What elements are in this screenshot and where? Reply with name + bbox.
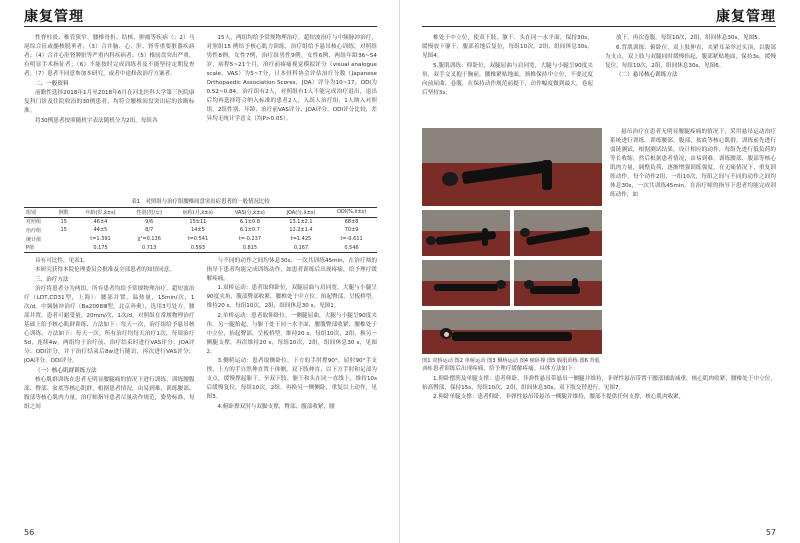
paragraph: 核心肌群训练在患者无明显腰腿痛的情况下进行训练，训练腰腹部、臀部、盆底等核心肌群，根据患者情况，由易到难，训练腰部、腹部等核心肌肉力量，治疗师指导患者尽量动作规范，姿势标准，每组之间 <box>24 377 195 411</box>
table-header-row <box>24 208 377 218</box>
table-cell: 0.167 <box>293 244 309 251</box>
table-cell: 治疗组 <box>26 227 42 234</box>
page-number-right: 57 <box>765 528 776 537</box>
table-cell: 0.593 <box>190 244 206 251</box>
table-cell: 统计值 <box>26 236 42 243</box>
table-row <box>24 217 377 226</box>
paragraph: 1.双桥运动：患者取仰卧位，双腿屈曲与肩同宽，大腿与小腿呈90度夹角，腹部臀部收紧，腰椎处于中立位，抬起臀部，呈板桥型。维持20 s，每组10次，2组，组间休息30 s，见图1。 <box>206 285 377 310</box>
paragraph: 本研究获得本院伦理委员会批准及全部患者的知情同意。 <box>35 267 175 274</box>
table-cell: 14±5 <box>191 227 205 234</box>
table-cell: P值 <box>26 245 35 252</box>
table-cell: 8/7 <box>145 227 154 234</box>
table-cell: 68±8 <box>344 218 359 225</box>
right-top-columns <box>422 34 776 124</box>
subsection-heading: （一）核心肌群训练方法 <box>35 367 97 374</box>
right-bottom-columns <box>422 365 776 515</box>
header-rule <box>24 26 377 27</box>
paragraph: 治疗将患者分为两组，所有患者均给予常规物理治疗，超短波治疗（LDT,CD31型，上海）：腰部并置，温热量，15min/次，1次/d。中频脉冲治疗（Ba2008Ⅲ型，北京奔奥），选用3号处方，腰部并置，患者可耐受量，20min/次，1次/d。对照组在常规物理治疗基础上给予核心肌群训练，方法如下：每天一次，治疗组给予悬吊核心训练，方法如下：每天一次。所有治疗均每天治疗1次，每周治疗5d，连续4w。两组均于治疗前、治疗结束时进行VAS评分、JOA评分、ODI评分，并于治疗结束后8w进行随访，再次进行VAS评分、JOA评分、ODI评分。 <box>24 286 195 365</box>
table-cell: 0.546 <box>344 244 359 251</box>
paragraph: 患者训练后出现疼痛，给予理疗缓解疼痛。具体方法如下： <box>433 366 579 372</box>
paragraph: 悬吊治疗在患者无明显腰腿疼痛的情况下，采用悬吊运动治疗系统进行训练。训练腰部、腹部、盆底等核心肌群。训练前先进行弱链测试，根据测试结果，设计相应的动作，每组先进行低负荷的等长收缩，然后根据患者情况，由易到难，训练腰部、腹部等核心肌肉力量，调整负荷，逐渐增强训练强度，在无痛情况下，重复训练动作，每个动作2组，一组10次，每组之间与不同的动作之间均休息30s，一次共训练45min。在治疗师的指导下患者均能完成训练动作，如 <box>610 129 776 198</box>
table-cell: 0.713 <box>142 244 157 251</box>
photo-back-extension <box>422 310 602 354</box>
table-cell: 44±5 <box>93 227 108 234</box>
paragraph: 6.背肌训练：俯卧位，双上肢伸直，夹紧耳朵举过头顶，以腹部为支点，双上肢与双腿同时缓慢抬起，腹部紧贴地面，保持3s，缓慢复位，每组10次，2组，组间休息30s，见图6。 <box>605 44 776 69</box>
paragraph: 与不同的动作之间均休息30s，一次共训练45min，在治疗师的指导下患者均能完成训练动作，如患者训练后出现疼痛，给予理疗缓解疼痛。 <box>206 257 377 282</box>
paragraph: 具有可比性，见表1。 <box>35 257 89 264</box>
table-cell <box>53 243 74 252</box>
paragraph: 4.俯卧撑双肘与双脚支撑，臀部、腹部收紧，腰 <box>217 403 335 410</box>
left-col1-top <box>24 34 195 192</box>
section-heading: 三、治疗方法 <box>35 276 69 283</box>
table-1 <box>24 197 377 253</box>
page-number-left: 56 <box>24 528 35 537</box>
table-title: 表1 对照组与治疗组腰椎间盘突出症患者的一般情况比较 <box>131 199 270 205</box>
table-cell: t=1.425 <box>290 236 312 243</box>
table-cell: 9/6 <box>145 218 154 225</box>
left-col2-bottom <box>207 257 378 527</box>
photo-caption: 图1 双桥运动 图2 单桥运动 图3 侧桥运动 图4 俯卧撑 图5 腹肌训练 图6 背肌训练 <box>422 358 601 372</box>
running-head-left: 康复管理 <box>24 9 84 25</box>
table-cell: 对照组 <box>26 219 42 226</box>
table-cell: 15 <box>60 227 67 234</box>
table-cell: χ²=0.136 <box>137 236 161 243</box>
subsection-heading: （二）悬吊核心训练方法 <box>616 72 678 78</box>
paragraph: 2.单桥运动：患者取仰卧位，一侧腿屈曲，大腿与小腿呈90度夹角，另一腿抬起，与躯干处于同一水平面，腰腹臀部收紧，腰椎处于中立位，抬起臀部，呈板桥型。维持20 s，每组10次，2组，换另一侧腿支撑，再次维持20 s，每组10次，2组，组间休息30 s，见图2。 <box>206 312 377 355</box>
paragraph: 15人，两组均给予常规物理治疗，超短波治疗与中频脉冲治疗，对照组15 例给予核心肌力训练，治疗组给予悬吊核心训练。对照组男性8例，女性7例，治疗组男性9例，女性6例，两组年龄36~54岁，病程5~21个月，治疗前疼痛视觉模拟评分（visual analogue scale，VAS）为5~7分，日本骨科协会评估治疗分数（Japanese Orthopaedic Association Scores，JOA）评分为10~17，ODI为0.52~0.84。治疗组有2人，对照组有1人不能完成治疗退出，退出后均再选择符合纳入标准的患者2人，入组人治疗组，1人纳入对照组。2组性别、年龄、治疗前VAS评分、JOA评分、ODI评分比较，差异均无统计学意义（均P>0.05）。 <box>206 35 377 122</box>
paragraph: 1.仰卧摆胯及单腿支撑：患者仰卧，非弹性悬吊带悬吊一侧腿并维持，非弹性悬吊带置于腰部辅助减重，核心肌肉收紧，腰椎处于中立位，抬高臀部，保持15s，每组10次，2组，组间休息30s，双下肢交替进行，见图7。 <box>422 375 776 391</box>
paragraph: 5.腹肌训练：仰卧位，双腿屈曲与肩同宽，大腿与小腿呈90度夹角，双手交叉抱于胸前，腰椎紧贴地面，颈椎保持中立位，不要过度向前屈曲，卷腹，在保持动作规范前提下，动作幅度做到最大，卷起后坚持3s， <box>422 62 593 96</box>
table-cell: 13.1±2.1 <box>289 218 313 225</box>
table-cell: 12.2±1.4 <box>289 227 313 234</box>
right-side-column <box>610 128 776 363</box>
photo-single-bridge <box>422 210 510 256</box>
paragraph: 2.仰卧单腿支撑：患者仰卧，非弹性悬吊带悬吊一侧腿并维持，腰部不提供任何支撑，核心肌肉收紧， <box>433 394 685 400</box>
paragraph: 3.侧桥运动：患者取侧卧位，下方的手肘撑90°，屈肘90°手支撑，上方的手自然伸直置于体侧，双下肢伸直，以下方手肘和足部为支点，缓慢撑起躯干，至双下肢、躯干和头在同一直线上，维持10s后缓慢复位，每组10次，2组，再换另一侧侧卧，重复以上动作，见图3。 <box>206 358 377 401</box>
right-col2-top <box>605 34 776 124</box>
table-cell: 0.175 <box>93 244 108 251</box>
column-header: 病程(月,x̄±s) <box>182 209 214 216</box>
column-header: 性别(男/女) <box>136 209 162 216</box>
right-page <box>400 0 800 543</box>
photo-plank <box>422 260 510 306</box>
left-bottom-columns <box>24 257 377 527</box>
table-cell: 70±9 <box>344 227 359 234</box>
column-header: JOA(分,x̄±s) <box>286 209 316 216</box>
column-header: VAS(分,x̄±s) <box>234 209 265 216</box>
table-cell: 6.1±0.7 <box>239 227 260 234</box>
photo-side-bridge <box>514 210 602 256</box>
table-cell: 15±11 <box>189 218 207 225</box>
table-cell: t=0.541 <box>187 236 209 243</box>
left-col2-top <box>207 34 378 192</box>
table-cell: 6.1±0.8 <box>239 218 260 225</box>
section-heading: 二、一般资料 <box>35 80 69 87</box>
table-cell: t=1.391 <box>90 236 111 243</box>
column-header: ODI(%,x̄±s) <box>336 209 367 216</box>
paragraph: 椎处于中立位，使双下肢、躯干、头在同一水平面，保持30s，缓慢放下躯干，腹部着地后复位，每组10次，2组，组间休息30s，见图4。 <box>422 35 593 59</box>
table-cell: t=-0.611 <box>340 236 363 243</box>
header-rule <box>422 26 776 27</box>
table-cell: t=-0.237 <box>238 236 262 243</box>
table-cell: 0.815 <box>242 244 258 251</box>
photo-abdominal-crunch <box>514 260 602 306</box>
running-head-right: 康复管理 <box>716 9 776 25</box>
column-header: 年龄(岁,x̄±s) <box>85 209 116 216</box>
paragraph: 将30例患者按照随机字表法随机分为2组，每组各 <box>35 117 158 124</box>
table-cell <box>53 235 74 244</box>
data-table <box>24 207 377 253</box>
left-col1-bottom <box>24 257 195 527</box>
paragraph: 放下，再次卷腹，每组10次，2组，组间休息30s，见图5。 <box>616 35 764 41</box>
table-cell: 15 <box>60 218 67 225</box>
photo-double-bridge <box>422 128 602 206</box>
paragraph: 性脊柱炎、椎管狭窄、腰椎骨折、结核、肿瘤等疾病（；2）马尾综合征或髓核脱垂者；（3）合并脑、心、肝、肾等重要脏器疾病者；（4）合并心肝肾脾脏等严重内科疾病者；（5）椎间盘突出严重，有明显手术指征者；（6）不能按时完成训练者及不能坚持定期复查者。（7）患者不同意参加本研究，或者中途修改治疗方案者。 <box>24 35 195 77</box>
table-row <box>24 226 377 235</box>
column-header: 例数 <box>58 209 69 216</box>
table-row <box>24 243 377 252</box>
table-cell: 46±4 <box>93 218 108 225</box>
left-top-columns <box>24 34 377 192</box>
right-col1-top <box>422 34 593 124</box>
paragraph: 前瞻性选择2018年1月至2018年6月在河北医科大学第三医院康复科门诊及住院收治的30例患者，均符合腰椎间盘突出症的诊断标准。 <box>24 90 195 114</box>
table-row <box>24 235 377 244</box>
right-col-bottom <box>422 365 776 515</box>
column-header: 组别 <box>26 209 37 216</box>
